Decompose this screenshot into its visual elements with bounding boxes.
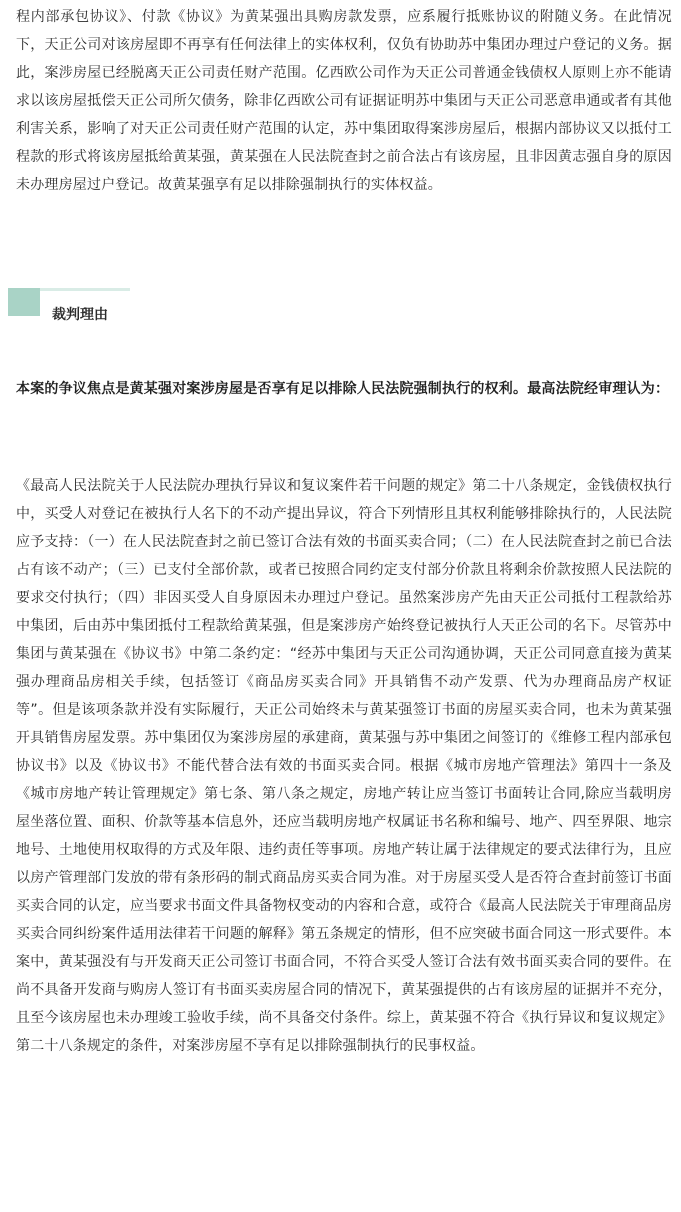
paragraph-dispute-focus: 本案的争议焦点是黄某强对案涉房屋是否享有足以排除人民法院强制执行的权利。最高法院经审理认为： xyxy=(16,381,670,397)
section-accent-line xyxy=(40,288,130,291)
section-accent-block xyxy=(8,288,40,316)
paragraph-intro: 程内部承包协议》、付款《协议》为黄某强出具购房款发票，应系履行抵账协议的附随义务。在此情况下，天正公司对该房屋即不再享有任何法律上的实体权利，仅负有协助苏中集团办理过户登记的义务。据此，案涉房屋已经脱离天正公司责任财产范围。亿西欧公司作为天正公司普通金钱债权人原则上亦不能请求以该房屋抵偿天正公司所欠债务，除非亿西欧公司有证据证明苏中集团与天正公司恶意串通或者有其他利害关系，影响了对天正公司责任财产范围的认定，苏中集团取得案涉房屋后，根据内部协议又以抵付工程款的形式将该房屋抵给黄某强，黄某强在人民法院查封之前合法占有该房屋，且非因黄志强自身的原因未办理房屋过户登记。故黄某强享有足以排除强制执行的实体权益。 xyxy=(16,9,672,193)
section-title: 裁判理由 xyxy=(52,307,108,323)
paragraph-reasoning: 《最高人民法院关于人民法院办理执行异议和复议案件若干问题的规定》第二十八条规定，金钱债权执行中，买受人对登记在被执行人名下的不动产提出异议，符合下列情形且其权利能够排除执行的，人民法院应予支持：（一）在人民法院查封之前已签订合法有效的书面买卖合同；（二）在人民法院查封之前已合法占有该不动产；（三）已支付全部价款，或者已按照合同约定支付部分价款且将剩余价款按照人民法院的要求交付执行；（四）非因买受人自身原因未办理过户登记。虽然案涉房产先由天正公司抵付工程款给苏中集团，后由苏中集团抵付工程款给黄某强，但是案涉房产始终登记被执行人天正公司的名下。尽管苏中集团与黄某强在《协议书》中第二条约定：“经苏中集团与天正公司沟通协调，天正公司同意直接为黄某强办理商品房相关手续，包括签订《商品房买卖合同》开具销售不动产发票、代为办理商品房产权证等”。但是该项条款并没有实际履行，天正公司始终未与黄某强签订书面的房屋买卖合同，也未为黄某强开具销售房屋发票。苏中集团仅为案涉房屋的承建商，黄某强与苏中集团之间签订的《维修工程内部承包协议书》以及《协议书》不能代替合法有效的书面买卖合同。根据《城市房地产管理法》第四十一条及《城市房地产转让管理规定》第七条、第八条之规定，房地产转让应当签订书面转让合同,除应当载明房屋坐落位置、面积、价款等基本信息外，还应当载明房地产权属证书名称和编号、地产、四至界限、地宗地号、土地使用权取得的方式及年限、违约责任等事项。房地产转让属于法律规定的要式法律行为，且应以房产管理部门发放的带有条形码的制式商品房买卖合同为准。对于房屋买受人是否符合查封前签订书面买卖合同的认定，应当要求书面文件具备物权变动的内容和合意，或符合《最高人民法院关于审理商品房买卖合同纠纷案件适用法律若干问题的解释》第五条规定的情形，但不应突破书面合同这一形式要件。本案中，黄某强没有与开发商天正公司签订书面合同，不符合买受人签订合法有效书面买卖合同的要件。在尚不具备开发商与购房人签订有书面买卖房屋合同的情况下，黄某强提供的占有该房屋的证据并不充分，且至今该房屋也未办理竣工验收手续，尚不具备交付条件。综上，黄某强不符合《执行异议和复议规定》第二十八条规定的条件，对案涉房屋不享有足以排除强制执行的民事权益。 xyxy=(16,478,672,1054)
section-header xyxy=(8,288,208,332)
